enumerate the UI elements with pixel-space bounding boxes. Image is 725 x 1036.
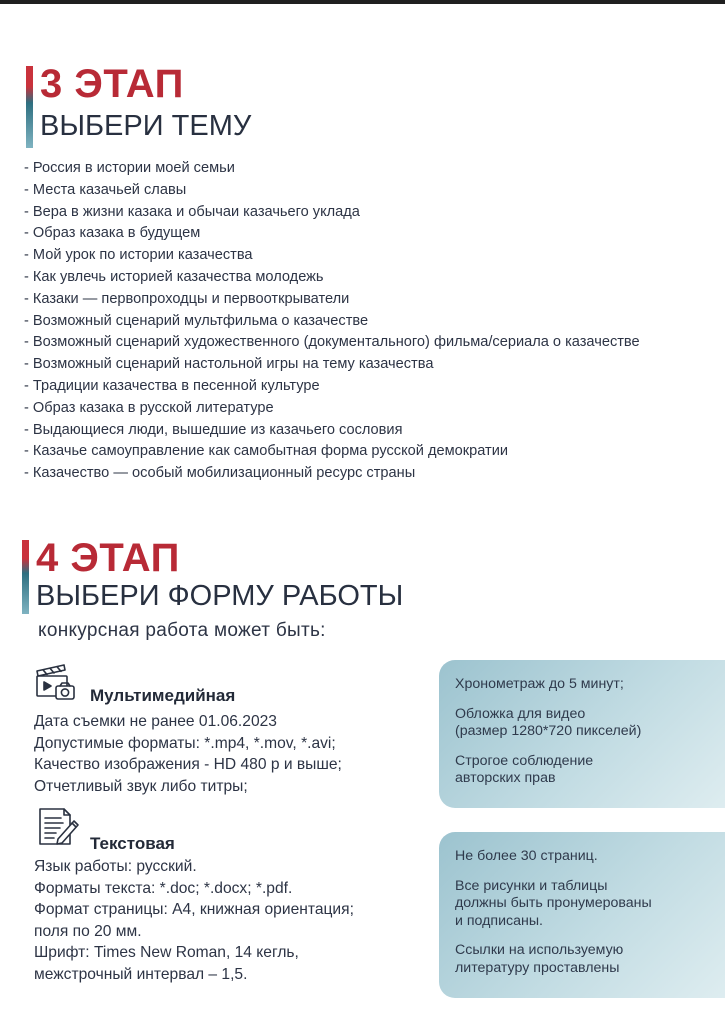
text-notes-box	[439, 832, 725, 998]
topic-item: - Возможный сценарий настольной игры на тему казачества	[24, 356, 434, 373]
text-requirements	[34, 856, 354, 985]
stage4-subtitle: конкурсная работа может быть:	[38, 620, 326, 641]
multimedia-requirements	[34, 711, 342, 797]
note-text	[455, 706, 725, 741]
topic-item: - Выдающиеся люди, вышедшие из казачьего сословия	[24, 421, 403, 438]
topic-item: - Казаки — первопроходцы и первооткрыватели	[24, 290, 350, 307]
note-line: Ссылки на используемую	[455, 942, 624, 958]
topic-item: - Как увлечь историей казачества молодежь	[24, 268, 324, 285]
stage3-title: ВЫБЕРИ ТЕМУ	[40, 110, 252, 142]
topic-item: - Образ казака в русской литературе	[24, 399, 274, 416]
topic-item: - Россия в истории моей семьи	[24, 160, 235, 176]
requirement-line: межстрочный интервал – 1,5.	[34, 965, 248, 983]
text-format-title: Текстовая	[90, 834, 175, 853]
stage4-number: 4 ЭТАП	[36, 536, 180, 580]
requirement-line: Формат страницы: А4, книжная ориентация;	[34, 901, 354, 918]
topic-item: - Образ казака в будущем	[24, 225, 201, 242]
topic-item: - Казачество — особый мобилизационный ресурс страны	[24, 465, 416, 482]
note-text	[455, 753, 725, 788]
requirement-line: Отчетливый звук либо титры;	[34, 777, 248, 795]
stage4-title: ВЫБЕРИ ФОРМУ РАБОТЫ	[36, 580, 404, 612]
top-border	[0, 0, 725, 4]
note-text: Хронометраж до 5 минут;	[455, 676, 624, 692]
requirement-line: Допустимые форматы: *.mp4, *.mov, *.avi;	[34, 734, 336, 752]
note-line: и подписаны.	[455, 912, 543, 929]
topic-item: - Возможный сценарий мультфильма о казачестве	[24, 312, 369, 329]
stage4-accent-bar	[22, 540, 29, 614]
topic-item: - Места казачьей славы	[24, 181, 187, 198]
video-camera-icon	[34, 662, 80, 707]
requirement-line: Форматы текста: *.doc; *.docx; *.pdf.	[34, 879, 293, 897]
document-pen-icon	[36, 806, 80, 853]
topic-item: - Возможный сценарий художественного (документального) фильма/сериала о казачестве	[24, 334, 640, 351]
note-line: авторских прав	[455, 770, 556, 786]
note-text	[455, 878, 725, 931]
topic-item: - Мой урок по истории казачества	[24, 247, 253, 264]
topic-item: - Вера в жизни казака и обычаи казачьего уклада	[24, 203, 360, 220]
note-text	[455, 942, 725, 977]
topic-item: - Традиции казачества в песенной культуре	[24, 377, 320, 394]
topic-item: - Казачье самоуправление как самобытная форма русской демократии	[24, 443, 509, 460]
multimedia-notes-box	[439, 660, 725, 808]
note-line: должны быть пронумерованы	[455, 895, 652, 911]
requirement-line: Язык работы: русский.	[34, 858, 197, 875]
requirement-line: Дата съемки не ранее 01.06.2023	[34, 713, 277, 730]
note-line: Строгое соблюдение	[455, 752, 594, 769]
requirement-line: Качество изображения - HD 480 р и выше;	[34, 756, 342, 773]
note-line: (размер 1280*720 пикселей)	[455, 723, 642, 739]
note-line: Все рисунки и таблицы	[455, 877, 608, 894]
requirement-line: поля по 20 мм.	[34, 922, 142, 940]
note-line: литературу проставлены	[455, 959, 620, 976]
note-text: Не более 30 страниц.	[455, 848, 598, 864]
multimedia-title: Мультимедийная	[90, 686, 236, 705]
stage3-header	[26, 62, 326, 148]
stage3-accent-bar	[26, 66, 33, 148]
topic-list	[24, 158, 694, 485]
stage4-header	[22, 536, 442, 614]
requirement-line: Шрифт: Times New Roman, 14 кегль,	[34, 944, 299, 961]
note-line: Обложка для видео	[455, 705, 586, 722]
stage3-number: 3 ЭТАП	[40, 62, 184, 106]
